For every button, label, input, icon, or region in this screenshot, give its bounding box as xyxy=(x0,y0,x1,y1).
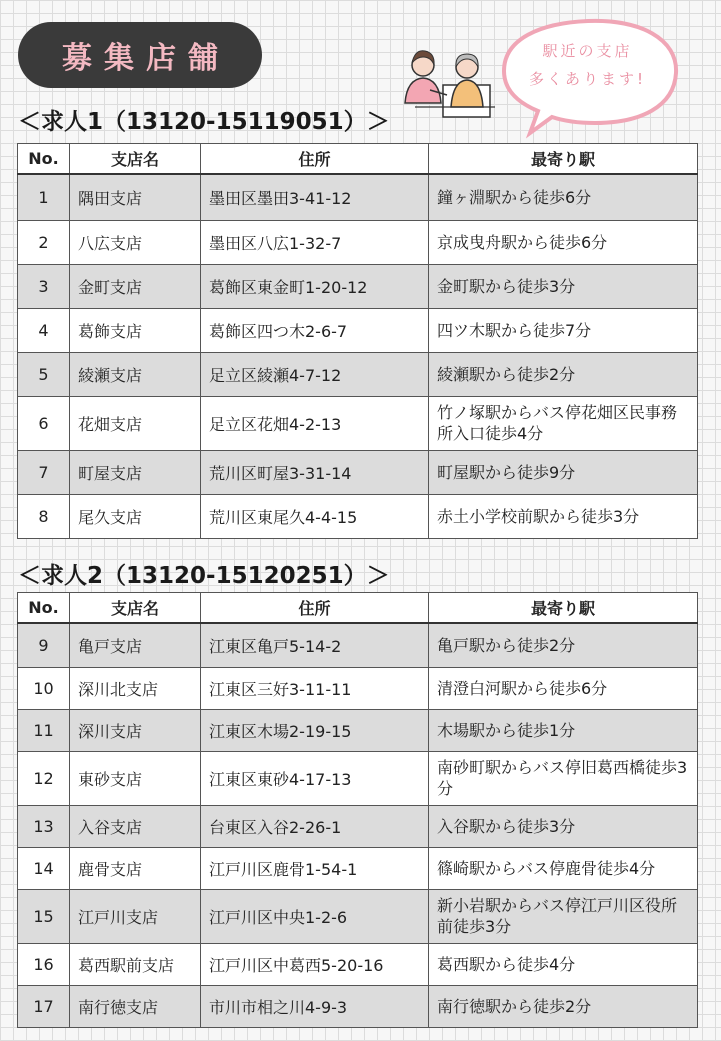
cell-name: 鹿骨支店 xyxy=(70,847,201,889)
table-row xyxy=(18,847,698,889)
cell-no: 16 xyxy=(18,943,70,985)
table-row xyxy=(18,709,698,751)
table-row xyxy=(18,805,698,847)
table-row xyxy=(18,985,698,1027)
cell-name: 東砂支店 xyxy=(70,751,201,805)
table-row xyxy=(18,264,698,308)
cell-address: 江戸川区中葛西5-20-16 xyxy=(201,943,429,985)
cell-address: 江戸川区鹿骨1-54-1 xyxy=(201,847,429,889)
table-row xyxy=(18,889,698,943)
cell-station: 亀戸駅から徒歩2分 xyxy=(429,623,698,667)
cell-no: 4 xyxy=(18,308,70,352)
cell-name: 葛西駅前支店 xyxy=(70,943,201,985)
bubble-text-line1: 駅近の支店 xyxy=(542,42,633,60)
cell-address: 江戸川区中央1-2-6 xyxy=(201,889,429,943)
table-row xyxy=(18,396,698,450)
table-row xyxy=(18,943,698,985)
cell-no: 8 xyxy=(18,494,70,538)
cell-station: 綾瀬駅から徒歩2分 xyxy=(429,352,698,396)
table-header-row xyxy=(18,593,698,624)
page-title: 募集店舗 xyxy=(62,41,230,76)
cell-address: 足立区綾瀬4-7-12 xyxy=(201,352,429,396)
cell-no: 15 xyxy=(18,889,70,943)
cell-no: 17 xyxy=(18,985,70,1027)
cell-address: 墨田区墨田3-41-12 xyxy=(201,174,429,220)
cell-address: 葛飾区四つ木2-6-7 xyxy=(201,308,429,352)
cell-name: 入谷支店 xyxy=(70,805,201,847)
cell-name: 深川支店 xyxy=(70,709,201,751)
page-title-pill xyxy=(18,22,262,88)
cell-name: 南行徳支店 xyxy=(70,985,201,1027)
cell-no: 5 xyxy=(18,352,70,396)
cell-no: 10 xyxy=(18,667,70,709)
cell-no: 11 xyxy=(18,709,70,751)
table-row xyxy=(18,308,698,352)
header-address: 住所 xyxy=(201,144,429,175)
table-row xyxy=(18,494,698,538)
table-body-2 xyxy=(18,623,698,1027)
cell-no: 2 xyxy=(18,220,70,264)
table-row xyxy=(18,667,698,709)
stores-table-2 xyxy=(17,592,698,1028)
cell-no: 12 xyxy=(18,751,70,805)
table-row xyxy=(18,220,698,264)
cell-address: 江東区三好3-11-11 xyxy=(201,667,429,709)
cell-address: 台東区入谷2-26-1 xyxy=(201,805,429,847)
cell-name: 町屋支店 xyxy=(70,450,201,494)
cell-no: 13 xyxy=(18,805,70,847)
cell-no: 14 xyxy=(18,847,70,889)
cell-station: 南砂町駅からバス停旧葛西橋徒歩3分 xyxy=(429,751,698,805)
cell-no: 6 xyxy=(18,396,70,450)
table-row xyxy=(18,751,698,805)
header-no: No. xyxy=(18,144,70,175)
cell-station: 清澄白河駅から徒歩6分 xyxy=(429,667,698,709)
cell-name: 深川北支店 xyxy=(70,667,201,709)
cell-station: 篠崎駅からバス停鹿骨徒歩4分 xyxy=(429,847,698,889)
cell-no: 7 xyxy=(18,450,70,494)
cell-name: 花畑支店 xyxy=(70,396,201,450)
cell-station: 金町駅から徒歩3分 xyxy=(429,264,698,308)
cell-station: 新小岩駅からバス停江戸川区役所前徒歩3分 xyxy=(429,889,698,943)
cell-address: 江東区亀戸5-14-2 xyxy=(201,623,429,667)
cell-station: 木場駅から徒歩1分 xyxy=(429,709,698,751)
bubble-text-line2: 多くあります! xyxy=(528,70,646,88)
cell-station: 竹ノ塚駅からバス停花畑区民事務所入口徒歩4分 xyxy=(429,396,698,450)
header-name: 支店名 xyxy=(70,144,201,175)
header-station: 最寄り駅 xyxy=(429,593,698,624)
table-row xyxy=(18,352,698,396)
cell-station: 葛西駅から徒歩4分 xyxy=(429,943,698,985)
table-row xyxy=(18,174,698,220)
cell-address: 荒川区町屋3-31-14 xyxy=(201,450,429,494)
cell-address: 市川市相之川4-9-3 xyxy=(201,985,429,1027)
header-no: No. xyxy=(18,593,70,624)
header-address: 住所 xyxy=(201,593,429,624)
cell-name: 亀戸支店 xyxy=(70,623,201,667)
cell-address: 足立区花畑4-2-13 xyxy=(201,396,429,450)
section1-title: ＜求人1（13120-15119051）＞ xyxy=(18,109,390,135)
cell-station: 南行徳駅から徒歩2分 xyxy=(429,985,698,1027)
cell-station: 京成曳舟駅から徒歩6分 xyxy=(429,220,698,264)
header-station: 最寄り駅 xyxy=(429,144,698,175)
cell-name: 金町支店 xyxy=(70,264,201,308)
cell-no: 9 xyxy=(18,623,70,667)
cell-name: 江戸川支店 xyxy=(70,889,201,943)
cell-no: 3 xyxy=(18,264,70,308)
cell-address: 荒川区東尾久4-4-15 xyxy=(201,494,429,538)
cell-no: 1 xyxy=(18,174,70,220)
cell-name: 葛飾支店 xyxy=(70,308,201,352)
cell-address: 墨田区八広1-32-7 xyxy=(201,220,429,264)
table-header-row xyxy=(18,144,698,175)
cell-address: 江東区東砂4-17-13 xyxy=(201,751,429,805)
table-body-1 xyxy=(18,174,698,538)
table-row xyxy=(18,623,698,667)
cell-station: 赤土小学校前駅から徒歩3分 xyxy=(429,494,698,538)
cell-station: 四ツ木駅から徒歩7分 xyxy=(429,308,698,352)
section2-title: ＜求人2（13120-15120251）＞ xyxy=(18,563,390,589)
speech-bubble xyxy=(500,15,690,140)
stores-table-1 xyxy=(17,143,698,539)
cell-name: 八広支店 xyxy=(70,220,201,264)
header-name: 支店名 xyxy=(70,593,201,624)
cell-address: 江東区木場2-19-15 xyxy=(201,709,429,751)
cell-station: 鐘ヶ淵駅から徒歩6分 xyxy=(429,174,698,220)
table-row xyxy=(18,450,698,494)
cell-station: 入谷駅から徒歩3分 xyxy=(429,805,698,847)
cell-name: 尾久支店 xyxy=(70,494,201,538)
cell-name: 隅田支店 xyxy=(70,174,201,220)
staff-illustration xyxy=(395,45,505,125)
cell-name: 綾瀬支店 xyxy=(70,352,201,396)
cell-station: 町屋駅から徒歩9分 xyxy=(429,450,698,494)
cell-address: 葛飾区東金町1-20-12 xyxy=(201,264,429,308)
